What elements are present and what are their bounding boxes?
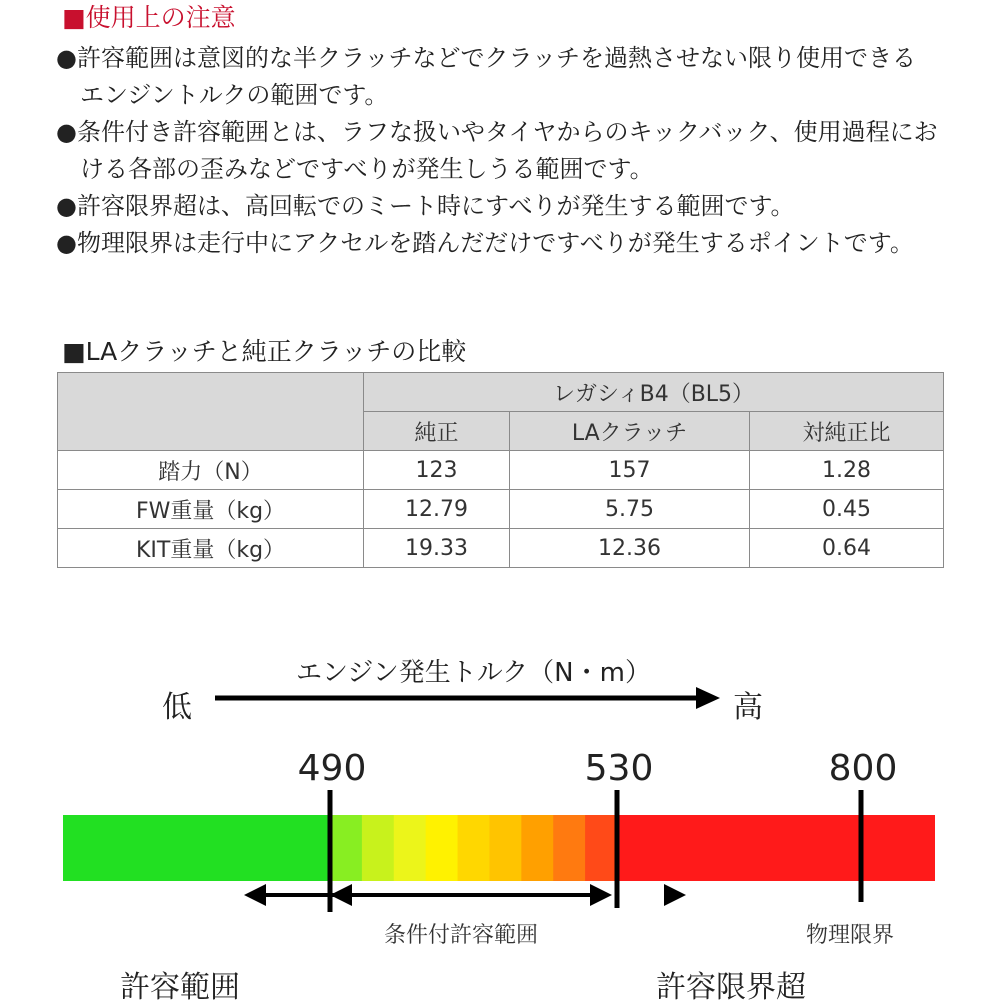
conditional-range-label: 条件付許容範囲 bbox=[384, 923, 539, 948]
torque-color-bar bbox=[63, 815, 935, 881]
bar-segment-conditional bbox=[458, 815, 490, 881]
model-header: レガシィB4（BL5） bbox=[364, 373, 944, 412]
note-line: ●条件付き許容範囲とは、ラフな扱いやタイヤからのキックバック、使用過程にお bbox=[56, 118, 938, 146]
table-row bbox=[58, 451, 944, 490]
table-cell: 19.33 bbox=[364, 529, 510, 568]
physical-limit-label: 物理限界 bbox=[806, 923, 895, 948]
torque-range-diagram bbox=[0, 640, 1000, 1005]
table-cell: 0.64 bbox=[750, 529, 944, 568]
note-line: ●許容限界超は、高回転でのミート時にすべりが発生する範囲です。 bbox=[56, 192, 795, 220]
high-label: 高 bbox=[733, 690, 763, 725]
arrow-head-icon bbox=[330, 884, 352, 906]
column-header: 対純正比 bbox=[750, 412, 944, 451]
comparison-heading: ■LAクラッチと純正クラッチの比較 bbox=[62, 337, 467, 366]
arrow-head-icon bbox=[590, 884, 612, 906]
table-header-row bbox=[58, 373, 944, 412]
table-cell: 12.36 bbox=[510, 529, 750, 568]
arrow-head-icon bbox=[664, 884, 686, 906]
bar-segment-conditional bbox=[521, 815, 553, 881]
arrow-head-icon bbox=[696, 687, 720, 709]
row-label: 踏力（N） bbox=[58, 451, 364, 490]
table-cell: 5.75 bbox=[510, 490, 750, 529]
note-line: ける各部の歪みなどですべりが発生しうる範囲です。 bbox=[80, 155, 654, 183]
table-row bbox=[58, 490, 944, 529]
column-header: 純正 bbox=[364, 412, 510, 451]
table-cell: 123 bbox=[364, 451, 510, 490]
bar-segment-conditional bbox=[585, 815, 617, 881]
table-row bbox=[58, 529, 944, 568]
over-limit-label: 許容限界超 bbox=[656, 970, 806, 1005]
note-item bbox=[56, 188, 956, 225]
bar-segment-conditional bbox=[394, 815, 426, 881]
table-cell: 0.45 bbox=[750, 490, 944, 529]
note-line: ●物理限界は走行中にアクセルを踏んだだけですべりが発生するポイントです。 bbox=[56, 229, 914, 257]
comparison-table bbox=[57, 372, 944, 568]
note-item bbox=[56, 225, 956, 262]
notes-list bbox=[56, 40, 956, 262]
bar-segment-over-limit bbox=[617, 815, 935, 881]
note-item bbox=[56, 40, 956, 114]
note-line: エンジントルクの範囲です。 bbox=[80, 81, 389, 109]
arrow-head-icon bbox=[244, 884, 266, 906]
bar-segment-conditional bbox=[426, 815, 458, 881]
row-label: KIT重量（kg） bbox=[58, 529, 364, 568]
bar-segment-conditional bbox=[362, 815, 394, 881]
column-header: LAクラッチ bbox=[510, 412, 750, 451]
notes-heading: ■使用上の注意 bbox=[62, 3, 236, 32]
table-cell: 1.28 bbox=[750, 451, 944, 490]
table-corner-cell bbox=[58, 373, 364, 451]
bar-segment-allowed bbox=[63, 815, 330, 881]
note-item bbox=[56, 114, 956, 188]
table-cell: 157 bbox=[510, 451, 750, 490]
table-cell: 12.79 bbox=[364, 490, 510, 529]
marker-value-label: 490 bbox=[297, 748, 367, 789]
marker-value-label: 800 bbox=[828, 748, 898, 789]
row-label: FW重量（kg） bbox=[58, 490, 364, 529]
bar-segment-conditional bbox=[489, 815, 521, 881]
low-label: 低 bbox=[162, 690, 192, 725]
allowed-range-label: 許容範囲 bbox=[120, 970, 240, 1005]
torque-axis-title: エンジン発生トルク（N・m） bbox=[296, 658, 651, 688]
note-line: ●許容範囲は意図的な半クラッチなどでクラッチを過熱させない限り使用できる bbox=[56, 44, 916, 72]
marker-value-label: 530 bbox=[584, 748, 654, 789]
bar-segment-conditional bbox=[553, 815, 585, 881]
bar-segment-conditional bbox=[330, 815, 362, 881]
